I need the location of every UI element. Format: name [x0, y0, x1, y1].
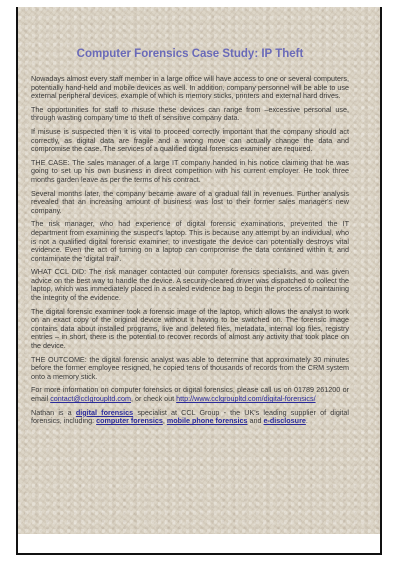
- contact-middle: , or check out: [131, 394, 175, 403]
- email-link[interactable]: contact@cclgroupltd.com: [50, 394, 131, 403]
- paragraph-risk-manager: The risk manager, who had experience of digital forensic examinations, prevented the IT department from examining the suspect's laptop. This is because any attempt by an individual, who is not a qualified digital forensic examiner, to investigate the device can potentially destroys vital evidence. Even the act of turning on a laptop can compromise the data contained within it, and contaminate the 'digital trail'.: [31, 219, 349, 263]
- paragraph-the-case: THE CASE: The sales manager of a large IT company handed in his notice claiming that he was going to set up his own business in direct competition with his current employer. He took three months garden leave as per the terms of his contract.: [31, 157, 349, 184]
- document-title: Computer Forensics Case Study: IP Theft: [76, 48, 304, 60]
- closing-separator: ,: [162, 416, 165, 426]
- closing-prefix: Nathan is a: [31, 407, 72, 417]
- paragraph-contact: [31, 386, 349, 403]
- paragraph-several-months: Several months later, the company became aware of a gradual fall in revenues. Further analysis revealed that an increasing amount of business was lost to their former sales manager's new company.: [31, 188, 349, 215]
- paragraph-what-ccl-did: WHAT CCL DID: The risk manager contacted our computer forensics specialists, and was given advice on the best way to handle the device. A security-cleared driver was dispatched to collect the laptop, which was immediately placed in a sealed evidence bag to begin the process of maintaining the integrity of the evidence.: [31, 267, 349, 303]
- paragraph-forensic-image: The digital forensic examiner took a forensic image of the laptop, which allows the analyst to work on an exact copy of the original device without it having to be switched on. The forensic image contains data about installed programs, live and deleted files, metadata, internal log files, registry entries – in short, there is the potential to recover records of almost any activity that took place on the device.: [31, 306, 349, 351]
- website-link[interactable]: http://www.cclgroupltd.com/digital-forensics/: [176, 394, 316, 403]
- paragraph-outcome: THE OUTCOME: the digital forensic analyst was able to determine that approximately 30 minutes before the former employee resigned, he copied tens of thousands of records from the CRM system onto a memory stick.: [31, 354, 349, 381]
- document-content: [31, 48, 349, 431]
- e-disclosure-link[interactable]: e-disclosure: [263, 416, 306, 426]
- paragraph-closing: [31, 409, 349, 426]
- computer-forensics-link[interactable]: computer forensics: [96, 416, 163, 426]
- paragraph-intro: Nowadays almost every staff member in a large office will have access to one or several computers, potentially hand-held and mobile devices as well. In addition, company personnel will be able to use external peripheral devices, example of which is memory sticks, printers and external hard drives.: [31, 74, 349, 101]
- mobile-phone-forensics-link[interactable]: mobile phone forensics: [166, 416, 248, 426]
- paragraph-opportunities: The opportunities for staff to misuse these devices can range from –excessive personal use, through wasting company time to theft of sensitive company data.: [31, 104, 349, 123]
- contact-intro: For more information on computer forensics or digital forensics, please call us on 01789 261200 or email: [31, 385, 349, 403]
- closing-end: .: [305, 416, 308, 426]
- closing-and: and: [249, 416, 262, 426]
- digital-forensics-link[interactable]: digital forensics: [75, 407, 134, 417]
- paragraph-misuse: If misuse is suspected then it is vital to proceed correctly important that the company should act correctly, as digital data are fragile and a wrong move can actually change the data and compromise the case. The services of a qualified digital forensics examiner are required.: [31, 126, 349, 154]
- closing-middle: specialist at CCL Group - the UK's leading supplier of digital forensics, including:: [31, 407, 350, 426]
